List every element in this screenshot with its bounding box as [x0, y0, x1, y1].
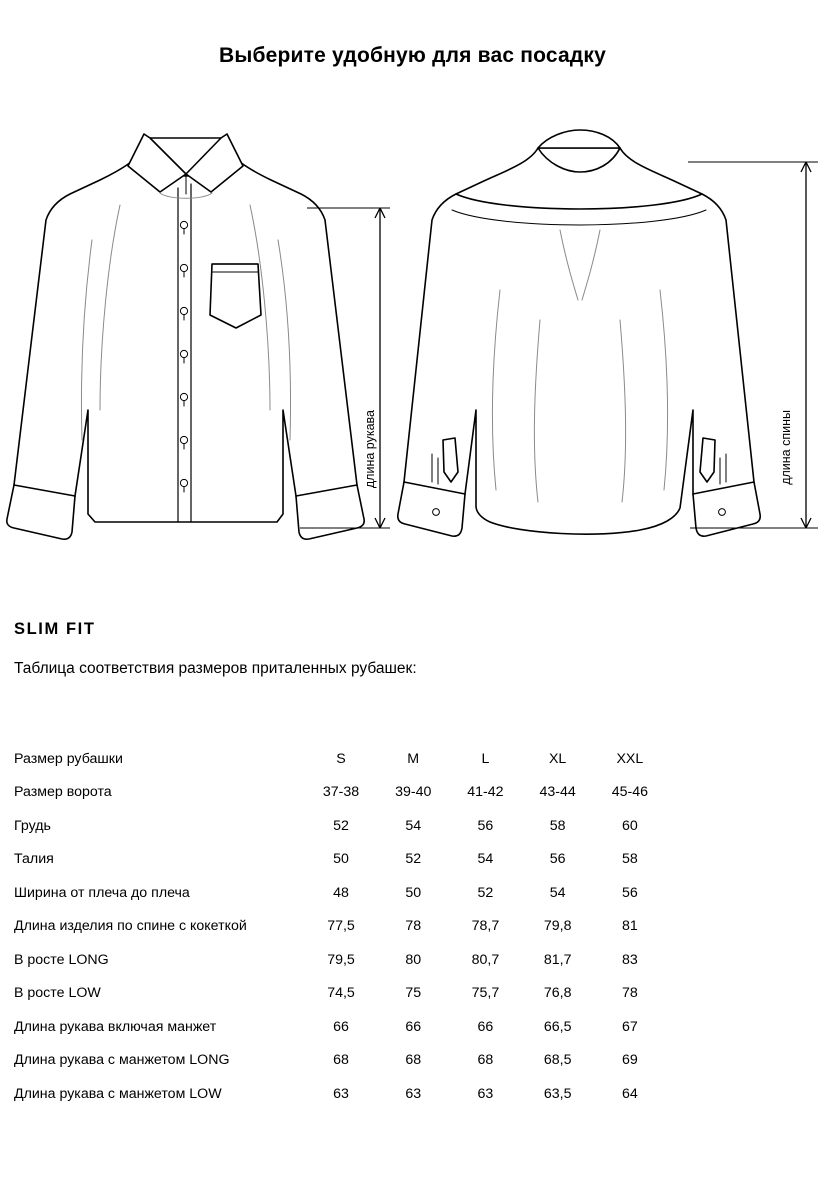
row-label: Длина рукава с манжетом LONG	[14, 1052, 230, 1069]
table-header-row	[14, 742, 666, 776]
row-value: 63	[333, 1085, 349, 1102]
row-value: 78	[621, 985, 638, 1002]
column-header-l: L	[481, 750, 490, 767]
row-value: 64	[621, 1085, 638, 1102]
row-value: 66	[405, 1018, 422, 1035]
table-row	[14, 843, 666, 877]
row-label: Длина рукава с манжетом LOW	[14, 1085, 222, 1102]
row-label: Размер ворота	[14, 784, 112, 801]
row-value: 37-38	[322, 784, 360, 801]
row-value: 66	[333, 1018, 349, 1035]
table-row	[14, 1010, 666, 1044]
row-value: 80,7	[471, 951, 500, 968]
row-value: 74,5	[327, 985, 355, 1002]
row-value: 78,7	[471, 918, 500, 935]
row-value: 52	[477, 884, 494, 901]
row-value: 63,5	[543, 1085, 572, 1102]
row-value: 54	[477, 851, 494, 868]
row-value: 75,7	[471, 985, 500, 1002]
row-value: 76,8	[543, 985, 572, 1002]
row-value: 43-44	[539, 784, 576, 801]
row-value: 63	[405, 1085, 422, 1102]
row-value: 68	[477, 1052, 494, 1069]
fit-subheading: Таблица соответствия размеров приталенных рубашек:	[14, 660, 417, 677]
fit-heading: SLIM FIT	[14, 620, 96, 638]
table-row	[14, 910, 666, 944]
row-value: 67	[621, 1018, 638, 1035]
row-value: 45-46	[611, 784, 649, 801]
row-value: 68	[333, 1052, 349, 1069]
row-value: 50	[333, 851, 349, 868]
row-value: 79,5	[327, 951, 355, 968]
row-value: 54	[549, 884, 566, 901]
row-value: 56	[549, 851, 566, 868]
front-shirt-illustration	[7, 134, 364, 539]
row-value: 48	[333, 884, 349, 901]
row-value: 50	[405, 884, 422, 901]
column-header-xxl: XXL	[616, 750, 644, 767]
column-header-s: S	[336, 750, 346, 767]
table-row	[14, 943, 666, 977]
row-value: 80	[405, 951, 422, 968]
sleeve-length-label: длина рукава	[363, 410, 377, 489]
row-value: 75	[405, 985, 422, 1002]
table-row	[14, 1077, 666, 1111]
size-table	[14, 742, 666, 1111]
table-row	[14, 776, 666, 810]
back-length-label: длина спины	[779, 410, 793, 485]
row-label: В росте LONG	[14, 951, 109, 968]
table-row	[14, 876, 666, 910]
row-value: 39-40	[395, 784, 432, 801]
row-value: 41-42	[467, 784, 504, 801]
row-label: Длина изделия по спине с кокеткой	[14, 918, 247, 935]
table-row	[14, 809, 666, 843]
row-value: 56	[621, 884, 638, 901]
page-title: Выберите удобную для вас посадку	[218, 44, 607, 67]
table-row	[14, 1044, 666, 1078]
row-label: Ширина от плеча до плеча	[14, 884, 190, 901]
row-value: 56	[477, 817, 494, 834]
row-value: 58	[549, 817, 566, 834]
row-value: 69	[621, 1052, 638, 1069]
column-header-measure: Размер рубашки	[14, 750, 123, 767]
row-value: 68,5	[543, 1052, 572, 1069]
row-value: 54	[405, 817, 422, 834]
row-value: 83	[621, 951, 638, 968]
row-label: В росте LOW	[14, 985, 101, 1002]
row-value: 68	[405, 1052, 422, 1069]
table-row	[14, 977, 666, 1011]
row-value: 52	[405, 851, 422, 868]
column-header-xl: XL	[548, 750, 567, 767]
row-value: 63	[477, 1085, 494, 1102]
row-label: Длина рукава включая манжет	[14, 1018, 217, 1035]
shirt-diagram	[0, 110, 825, 570]
row-label: Грудь	[14, 817, 51, 834]
row-value: 52	[333, 817, 349, 834]
row-label: Талия	[14, 851, 54, 868]
row-value: 66,5	[543, 1018, 572, 1035]
size-table-body	[14, 742, 666, 1111]
row-value: 66	[477, 1018, 494, 1035]
row-value: 58	[621, 851, 638, 868]
row-value: 81	[621, 918, 638, 935]
column-header-m: M	[407, 750, 420, 767]
row-value: 81,7	[543, 951, 572, 968]
row-value: 79,8	[543, 918, 572, 935]
row-value: 77,5	[327, 918, 355, 935]
shirt-illustrations-svg	[0, 110, 825, 570]
back-shirt-illustration	[398, 130, 760, 536]
row-value: 60	[621, 817, 638, 834]
row-value: 78	[405, 918, 422, 935]
